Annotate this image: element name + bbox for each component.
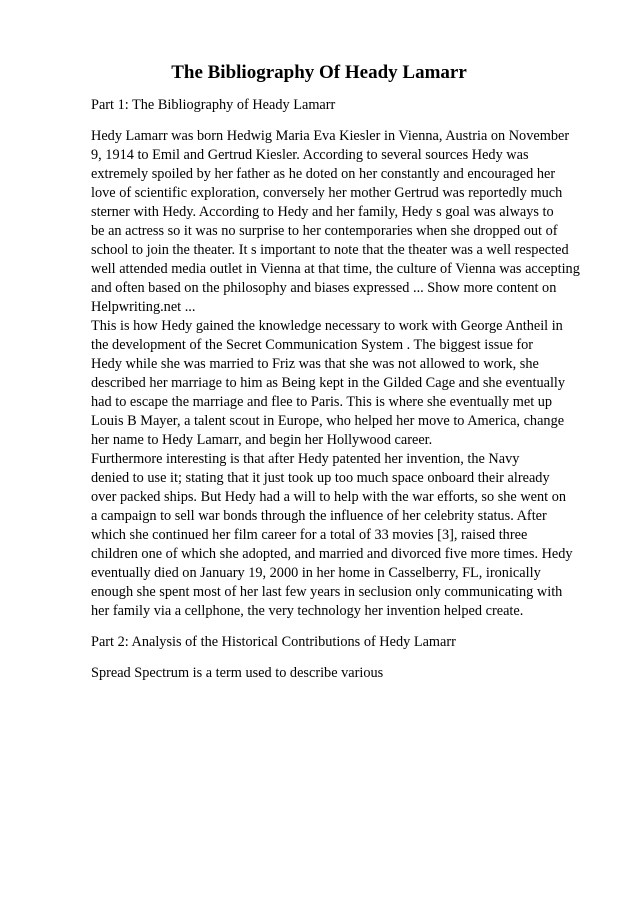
- text-line: and often based on the philosophy and biases expressed ... Show more content on: [91, 280, 557, 296]
- text-line: eventually died on January 19, 2000 in her home in Casselberry, FL, ironically: [91, 565, 541, 581]
- text-line: the development of the Secret Communication System . The biggest issue for: [91, 337, 534, 353]
- text-line: which she continued her film career for a total of 33 movies [3], raised three: [91, 527, 528, 543]
- text-line: extremely spoiled by her father as he doted on her constantly and encouraged her: [91, 166, 556, 182]
- text-line: well attended media outlet in Vienna at that time, the culture of Vienna was accepting: [91, 261, 580, 277]
- text-line: enough she spent most of her last few years in seclusion only communicating with: [91, 584, 563, 600]
- text-line: Helpwriting.net ...: [91, 299, 196, 315]
- paragraph-gap: [91, 621, 591, 633]
- text-line: a campaign to sell war bonds through the influence of her celebrity status. After: [91, 508, 547, 524]
- part2-heading: Part 2: Analysis of the Historical Contributions of Hedy Lamarr: [91, 634, 456, 650]
- part1-heading: Part 1: The Bibliography of Heady Lamarr: [91, 97, 336, 113]
- text-line: 9, 1914 to Emil and Gertrud Kiesler. According to several sources Hedy was: [91, 147, 529, 163]
- text-line: described her marriage to him as Being kept in the Gilded Cage and she eventually: [91, 375, 566, 391]
- text-line: had to escape the marriage and flee to Paris. This is where she eventually met up: [91, 394, 553, 410]
- text-line: Hedy while she was married to Friz was that she was not allowed to work, she: [91, 356, 539, 372]
- document-body: [91, 96, 591, 683]
- text-line: her family via a cellphone, the very technology her invention helped create.: [91, 603, 524, 619]
- text-line: denied to use it; stating that it just took up too much space onboard their already: [91, 470, 550, 486]
- final-text-line: Spread Spectrum is a term used to describe various: [91, 665, 384, 681]
- text-line: This is how Hedy gained the knowledge necessary to work with George Antheil in: [91, 318, 563, 334]
- document-title: The Bibliography Of Heady Lamarr: [171, 62, 467, 83]
- text-line: school to join the theater. It s important to note that the theater was a well respected: [91, 242, 569, 258]
- paragraph-1: [91, 127, 591, 621]
- text-line: Louis B Mayer, a talent scout in Europe, who helped her move to America, change: [91, 413, 565, 429]
- paragraph-gap: [91, 652, 591, 664]
- text-line: children one of which she adopted, and married and divorced five more times. Hedy: [91, 546, 573, 562]
- text-line: be an actress so it was no surprise to her contemporaries when she dropped out of: [91, 223, 558, 239]
- text-line: her name to Hedy Lamarr, and begin her Hollywood career.: [91, 432, 433, 448]
- text-line: love of scientific exploration, conversely her mother Gertrud was reportedly much: [91, 185, 563, 201]
- text-line: Hedy Lamarr was born Hedwig Maria Eva Kiesler in Vienna, Austria on November: [91, 128, 570, 144]
- paragraph-gap: [91, 115, 591, 127]
- text-line: sterner with Hedy. According to Hedy and her family, Hedy s goal was always to: [91, 204, 554, 220]
- text-line: over packed ships. But Hedy had a will to help with the war efforts, so she went on: [91, 489, 567, 505]
- text-line: Furthermore interesting is that after Hedy patented her invention, the Navy: [91, 451, 520, 467]
